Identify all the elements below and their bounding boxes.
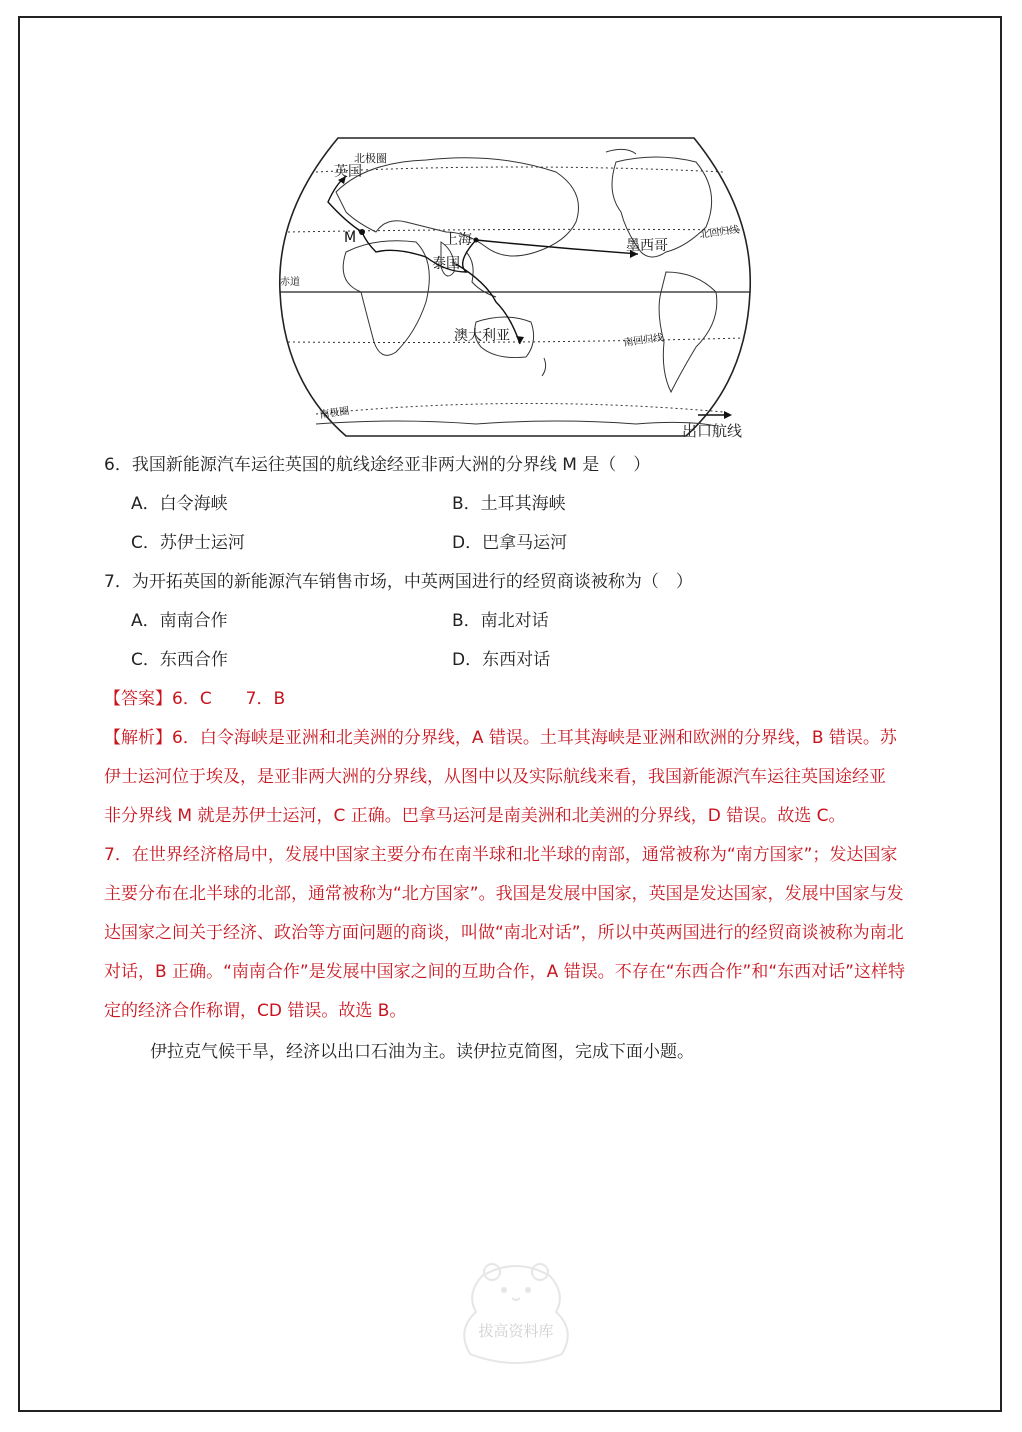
label-mexico: 墨西哥 (626, 238, 668, 254)
watermark-text: 拔高资料库 (478, 1322, 554, 1340)
label-tropic-north: 北回归线 (698, 224, 741, 241)
analysis-line-3: 非分界线 M 就是苏伊士运河，C 正确。巴拿马运河是南美洲和北美洲的分界线，D 错误。故选 C。 (104, 806, 846, 826)
watermark-logo (452, 1260, 580, 1370)
q6-stem: 6．我国新能源汽车运往英国的航线途经亚非两大洲的分界线 M 是（ ） (104, 455, 651, 475)
q7-stem: 7．为开拓英国的新能源汽车销售市场，中英两国进行的经贸商谈被称为（ ） (104, 572, 693, 592)
answer-line: 【答案】6．C 7．B (104, 689, 286, 709)
tropic-south-line (288, 338, 744, 343)
continents (316, 149, 717, 426)
label-equator: 赤道 (280, 277, 300, 288)
label-uk: 英国 (334, 164, 362, 180)
label-australia: 澳大利亚 (454, 328, 510, 344)
point-m (359, 229, 365, 235)
q6-option-c: C．苏伊士运河 (131, 533, 245, 553)
analysis-line-6: 达国家之间关于经济、政治等方面问题的商谈，叫做“南北对话”，所以中英两国进行的经贸商谈被称为南北 (104, 923, 904, 943)
label-antarctic-circle: 南极圈 (318, 405, 351, 421)
analysis-line-4: 7．在世界经济格局中，发展中国家主要分布在南半球和北半球的南部，通常被称为“南方国家”；发达国家 (104, 845, 898, 865)
analysis-line-1: 【解析】6．白令海峡是亚洲和北美洲的分界线，A 错误。土耳其海峡是亚洲和欧洲的分界线，B 错误。苏 (104, 728, 897, 748)
q7-option-d: D．东西对话 (452, 650, 551, 670)
antarctic-circle-line (316, 403, 724, 414)
export-routes (328, 176, 638, 344)
analysis-line-5: 主要分布在北半球的北部，通常被称为“北方国家”。我国是发展中国家，英国是发达国家，发展中国家与发 (104, 884, 904, 904)
intro-paragraph: 伊拉克气候干旱，经济以出口石油为主。读伊拉克简图，完成下面小题。 (150, 1042, 694, 1062)
tropic-north-line (288, 229, 744, 232)
analysis-line-2: 伊士运河位于埃及，是亚非两大洲的分界线，从图中以及实际航线来看，我国新能源汽车运往英国途经亚 (104, 767, 886, 787)
label-shanghai: 上海 (444, 232, 472, 248)
legend-arrow-icon (698, 410, 732, 420)
label-thailand: 泰国 (432, 256, 460, 272)
analysis-line-8: 定的经济合作称谓，CD 错误。故选 B。 (104, 1001, 407, 1021)
q6-option-a: A．白令海峡 (131, 494, 228, 514)
map-outline (280, 138, 750, 436)
point-shanghai (474, 238, 479, 243)
q7-option-b: B．南北对话 (452, 611, 549, 631)
q7-option-a: A．南南合作 (131, 611, 228, 631)
label-tropic-south: 南回归线 (622, 332, 665, 349)
q6-option-b: B．土耳其海峡 (452, 494, 566, 514)
label-m: M (344, 230, 357, 246)
analysis-line-7: 对话，B 正确。“南南合作”是发展中国家之间的互助合作，A 错误。不存在“东西合作”和“东西对话”这样特 (104, 962, 905, 982)
world-map-figure (276, 132, 754, 442)
legend-label: 出口航线 (682, 422, 743, 440)
q7-option-c: C．东西合作 (131, 650, 228, 670)
label-arctic-circle: 北极圈 (354, 152, 387, 165)
q6-option-d: D．巴拿马运河 (452, 533, 568, 553)
